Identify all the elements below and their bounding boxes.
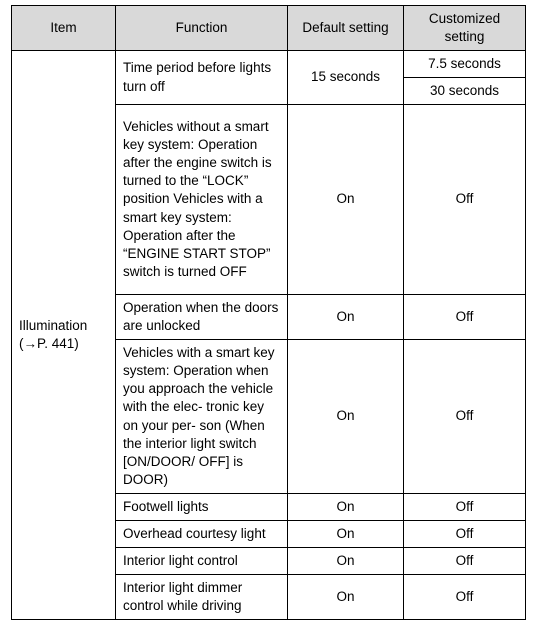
function-cell: Footwell lights bbox=[116, 494, 288, 521]
item-name: Illumination bbox=[19, 317, 88, 333]
custom-cell: 7.5 seconds bbox=[404, 51, 526, 78]
custom-cell: Off bbox=[404, 575, 526, 620]
default-cell: On bbox=[288, 105, 404, 295]
function-cell: Operation when the doors are unlocked bbox=[116, 295, 288, 340]
function-cell: Vehicles with a smart key system: Operation when you approach the vehicle with the elec- tronic key on your per- son (When the interior light switch [ON/DOOR/ OFF] is DOOR) bbox=[116, 340, 288, 494]
default-cell: 15 seconds bbox=[288, 51, 404, 105]
default-cell: On bbox=[288, 494, 404, 521]
default-cell: On bbox=[288, 521, 404, 548]
header-default-setting: Default setting bbox=[288, 6, 404, 51]
function-cell: Interior light dimmer control while driving bbox=[116, 575, 288, 620]
custom-cell: Off bbox=[404, 105, 526, 295]
default-cell: On bbox=[288, 340, 404, 494]
header-function: Function bbox=[116, 6, 288, 51]
custom-cell: Off bbox=[404, 295, 526, 340]
default-cell: On bbox=[288, 548, 404, 575]
custom-cell: Off bbox=[404, 548, 526, 575]
custom-cell: 30 seconds bbox=[404, 78, 526, 105]
settings-table bbox=[11, 5, 526, 620]
item-page-ref: (→P. 441) bbox=[19, 336, 79, 351]
function-cell: Time period before lights turn off bbox=[116, 51, 288, 105]
function-cell: Overhead courtesy light bbox=[116, 521, 288, 548]
custom-cell: Off bbox=[404, 340, 526, 494]
custom-cell: Off bbox=[404, 521, 526, 548]
item-cell bbox=[12, 51, 116, 620]
header-item: Item bbox=[12, 6, 116, 51]
header-customized-setting: Customized setting bbox=[404, 6, 526, 51]
custom-cell: Off bbox=[404, 494, 526, 521]
table-row bbox=[12, 51, 526, 78]
header-row bbox=[12, 6, 526, 51]
default-cell: On bbox=[288, 575, 404, 620]
function-cell: Interior light control bbox=[116, 548, 288, 575]
default-cell: On bbox=[288, 295, 404, 340]
function-cell: Vehicles without a smart key system: Operation after the engine switch is turned to the “LOCK” position Vehicles with a smart key system: Operation after the “ENGINE START STOP” switch is turned OFF bbox=[116, 105, 288, 295]
